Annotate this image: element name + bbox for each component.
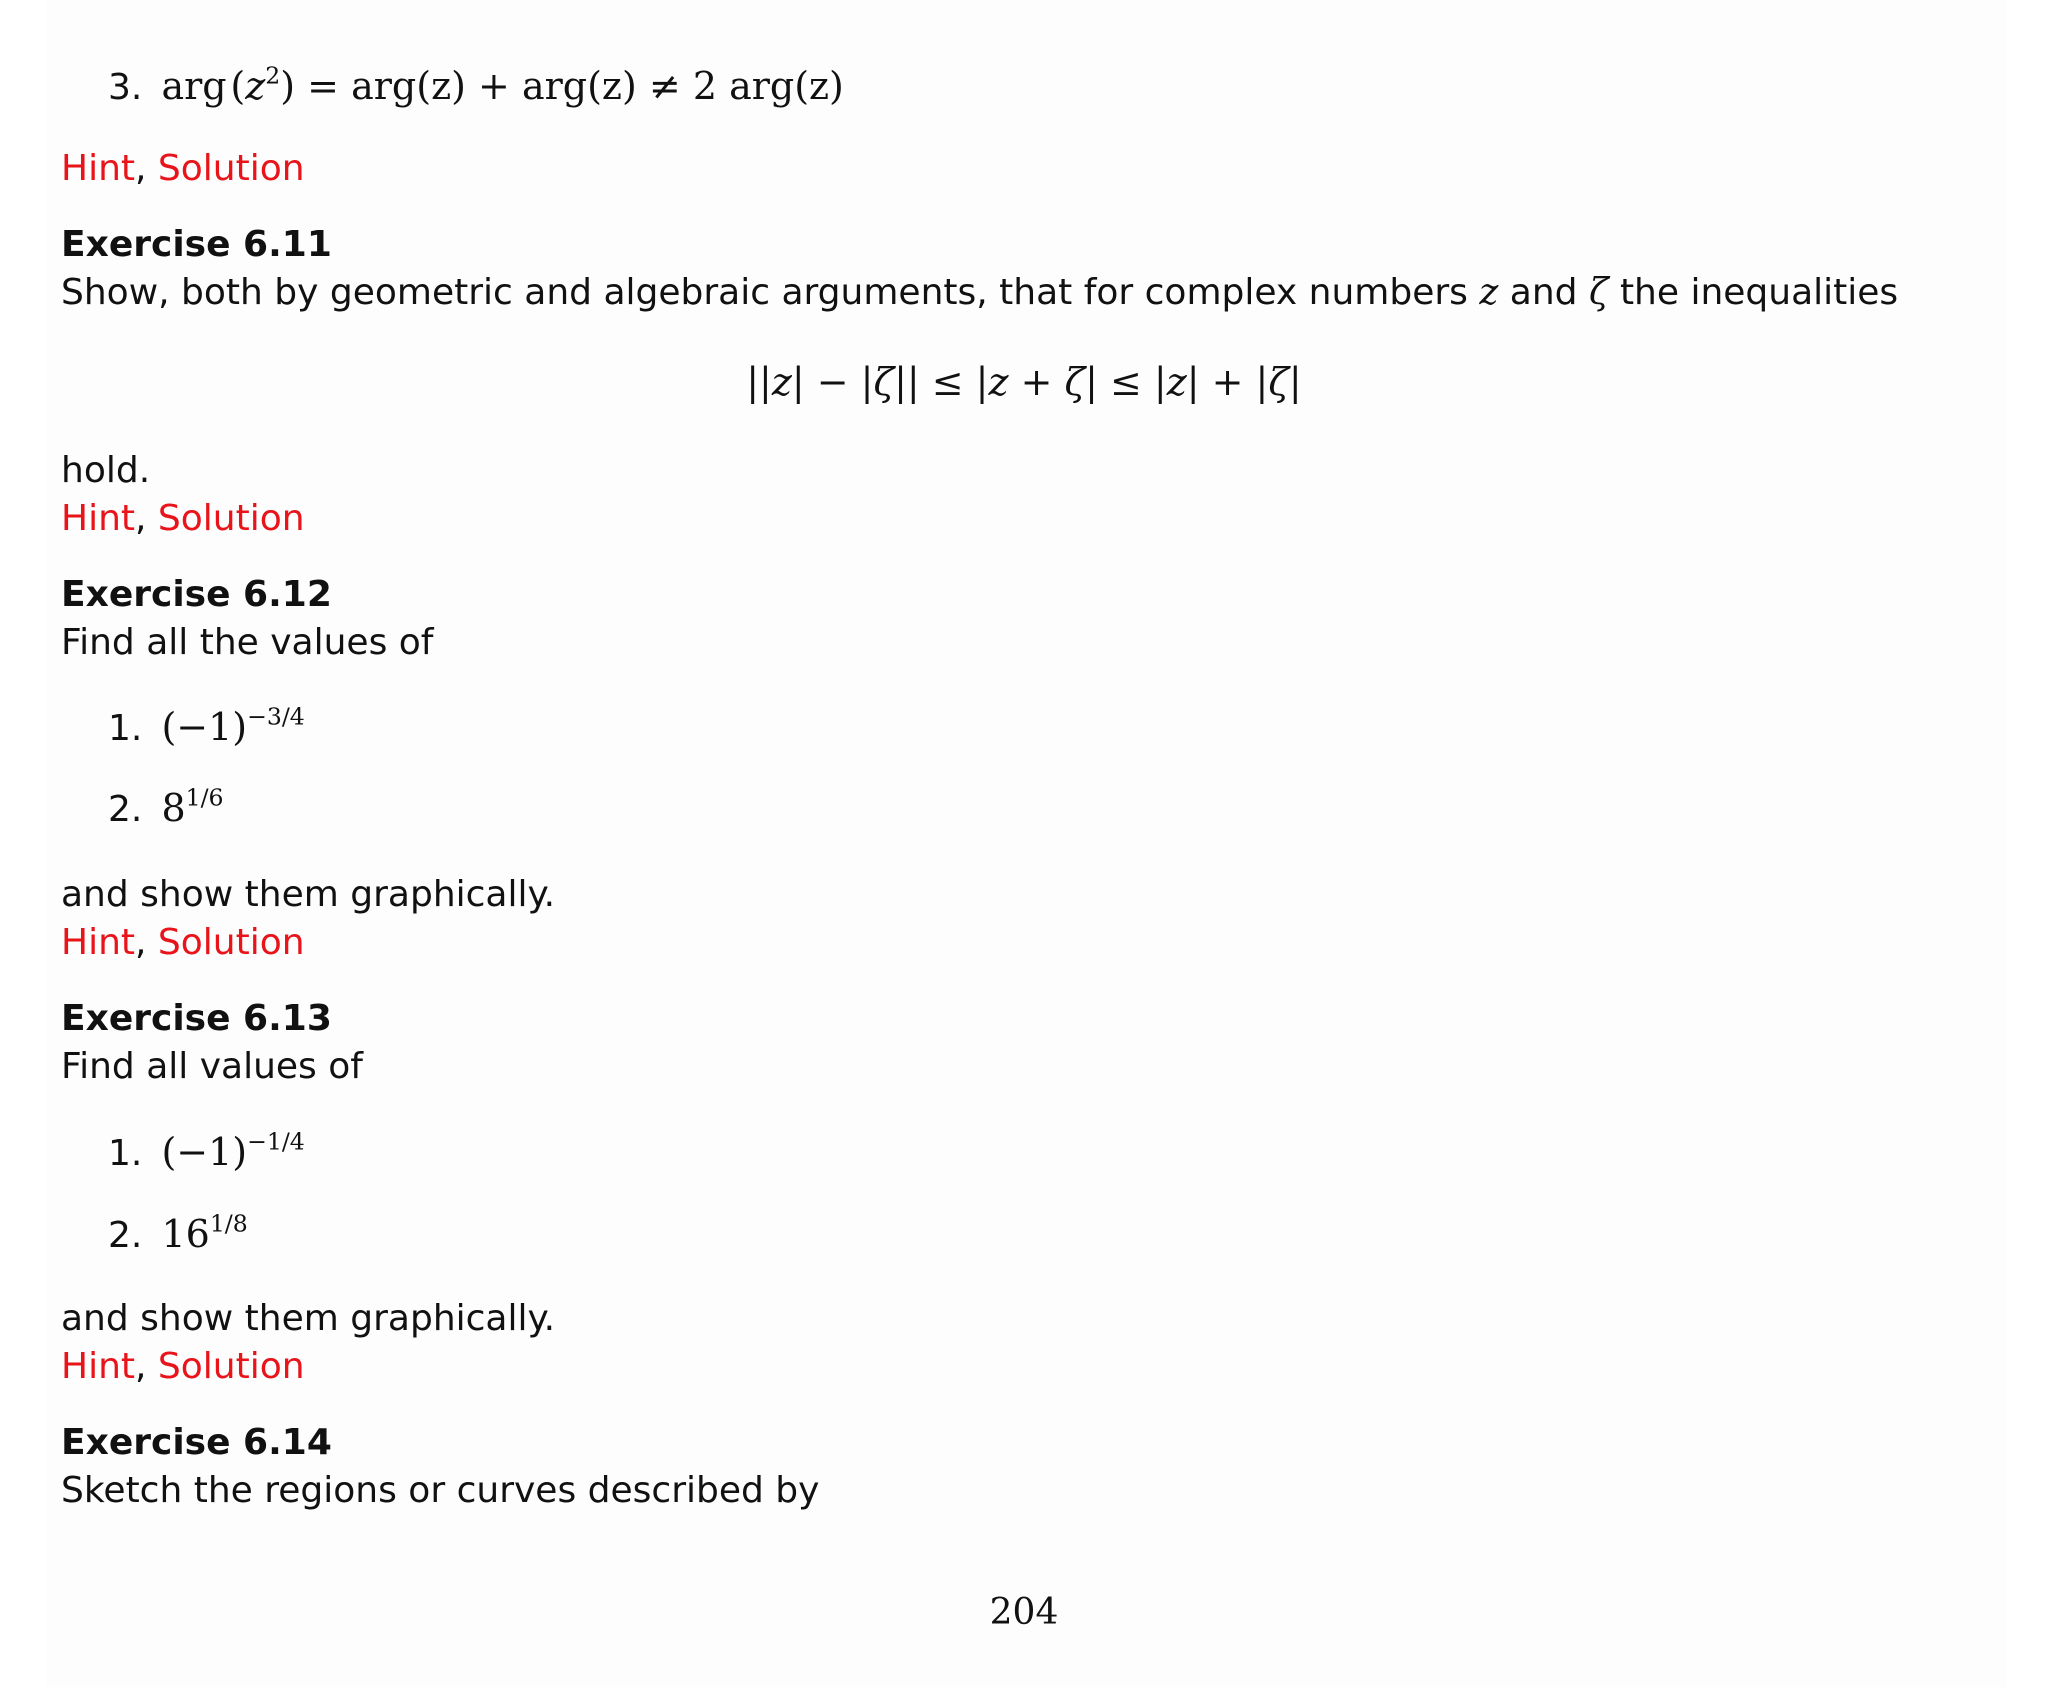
exercise-text: and show them graphically. bbox=[61, 1298, 556, 1339]
hint-link[interactable]: Hint bbox=[61, 498, 136, 539]
hint-link[interactable]: Hint bbox=[61, 1346, 136, 1387]
exercise-text: Show, both by geometric and algebraic arguments, that for complex numbers z and ζ the inequalities bbox=[61, 272, 1899, 313]
exercise-title: Exercise 6.14 bbox=[61, 1422, 332, 1463]
exercise-text: and show them graphically. bbox=[61, 874, 556, 915]
list-item: 2. $16^{1/8}$ bbox=[108, 1209, 248, 1256]
hint-link[interactable]: Hint bbox=[61, 148, 136, 189]
solution-link[interactable]: Solution bbox=[157, 148, 305, 189]
list-number: 3. bbox=[108, 67, 143, 108]
exercise-text: hold. bbox=[61, 450, 151, 491]
list-item: 1. $(-1)^{-1/4}$ bbox=[108, 1127, 305, 1174]
hint-link[interactable]: Hint bbox=[61, 922, 136, 963]
hint-solution-links: Hint, Solution bbox=[61, 922, 305, 963]
solution-link[interactable]: Solution bbox=[157, 498, 305, 539]
hint-solution-links: Hint, Solution bbox=[61, 498, 305, 539]
arg-identity-formula: arg $(z^2) = arg(z) + arg(z) \ne 2$ arg(z) bbox=[161, 61, 844, 108]
list-item: 2. $8^{1/6}$ bbox=[108, 783, 224, 830]
exercise-text: Find all values of bbox=[61, 1046, 363, 1087]
page-number: 204 bbox=[989, 1592, 1059, 1633]
hint-solution-links: Hint, Solution bbox=[61, 148, 305, 189]
solution-link[interactable]: Solution bbox=[157, 922, 305, 963]
solution-link[interactable]: Solution bbox=[157, 1346, 305, 1387]
document-page bbox=[47, 0, 2007, 1687]
list-item: 1. $(-1)^{-3/4}$ bbox=[108, 702, 305, 749]
hint-solution-links: Hint, Solution bbox=[61, 1346, 305, 1387]
exercise-text: Sketch the regions or curves described by bbox=[61, 1470, 820, 1511]
display-inequality: ||z| − |ζ|| ≤ |z + ζ| ≤ |z| + |ζ| bbox=[746, 360, 1302, 404]
exercise-title: Exercise 6.12 bbox=[61, 574, 332, 615]
exercise-text: Find all the values of bbox=[61, 622, 434, 663]
exercise-title: Exercise 6.13 bbox=[61, 998, 332, 1039]
exercise-title: Exercise 6.11 bbox=[61, 224, 332, 265]
list-item-3 bbox=[108, 61, 844, 108]
